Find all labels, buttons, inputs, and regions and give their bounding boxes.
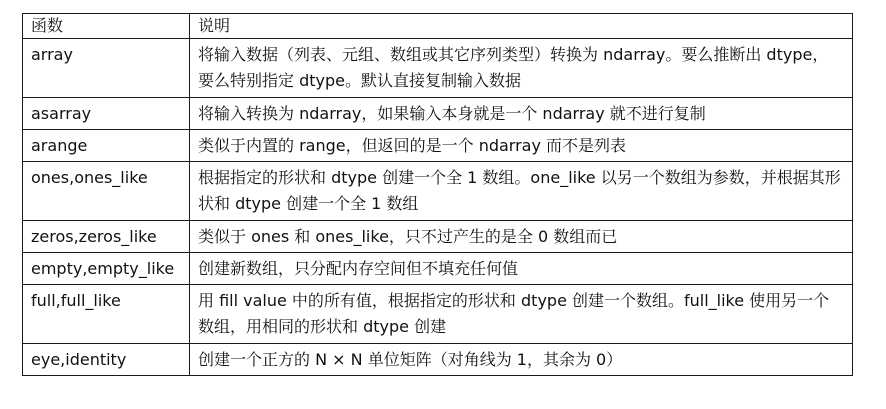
function-name-cell: empty,empty_like xyxy=(23,253,190,285)
table-row xyxy=(23,130,853,162)
table-row xyxy=(23,253,853,285)
description-cell: 类似于 ones 和 ones_like，只不过产生的是全 0 数组而已 xyxy=(190,221,853,253)
description-cell: 类似于内置的 range，但返回的是一个 ndarray 而不是列表 xyxy=(190,130,853,162)
function-name-cell: ones,ones_like xyxy=(23,162,190,221)
table-row xyxy=(23,285,853,344)
function-name-cell: eye,identity xyxy=(23,344,190,376)
description-cell: 将输入数据（列表、元组、数组或其它序列类型）转换为 ndarray。要么推断出 dtype，要么特别指定 dtype。默认直接复制输入数据 xyxy=(190,39,853,98)
function-table-container xyxy=(22,13,852,376)
header-function: 函数 xyxy=(23,14,190,39)
function-name-cell: arange xyxy=(23,130,190,162)
table-row xyxy=(23,221,853,253)
function-name-cell: asarray xyxy=(23,98,190,130)
description-cell: 创建一个正方的 N × N 单位矩阵（对角线为 1，其余为 0） xyxy=(190,344,853,376)
description-cell: 将输入转换为 ndarray，如果输入本身就是一个 ndarray 就不进行复制 xyxy=(190,98,853,130)
description-cell: 创建新数组，只分配内存空间但不填充任何值 xyxy=(190,253,853,285)
description-cell: 根据指定的形状和 dtype 创建一个全 1 数组。one_like 以另一个数组为参数，并根据其形状和 dtype 创建一个全 1 数组 xyxy=(190,162,853,221)
function-name-cell: full,full_like xyxy=(23,285,190,344)
function-name-cell: zeros,zeros_like xyxy=(23,221,190,253)
numpy-array-creation-functions-table xyxy=(22,13,853,376)
description-cell: 用 fill value 中的所有值，根据指定的形状和 dtype 创建一个数组。full_like 使用另一个数组，用相同的形状和 dtype 创建 xyxy=(190,285,853,344)
table-row xyxy=(23,344,853,376)
table-row xyxy=(23,162,853,221)
table-row xyxy=(23,98,853,130)
table-header-row xyxy=(23,14,853,39)
table-row xyxy=(23,39,853,98)
function-name-cell: array xyxy=(23,39,190,98)
header-description: 说明 xyxy=(190,14,853,39)
